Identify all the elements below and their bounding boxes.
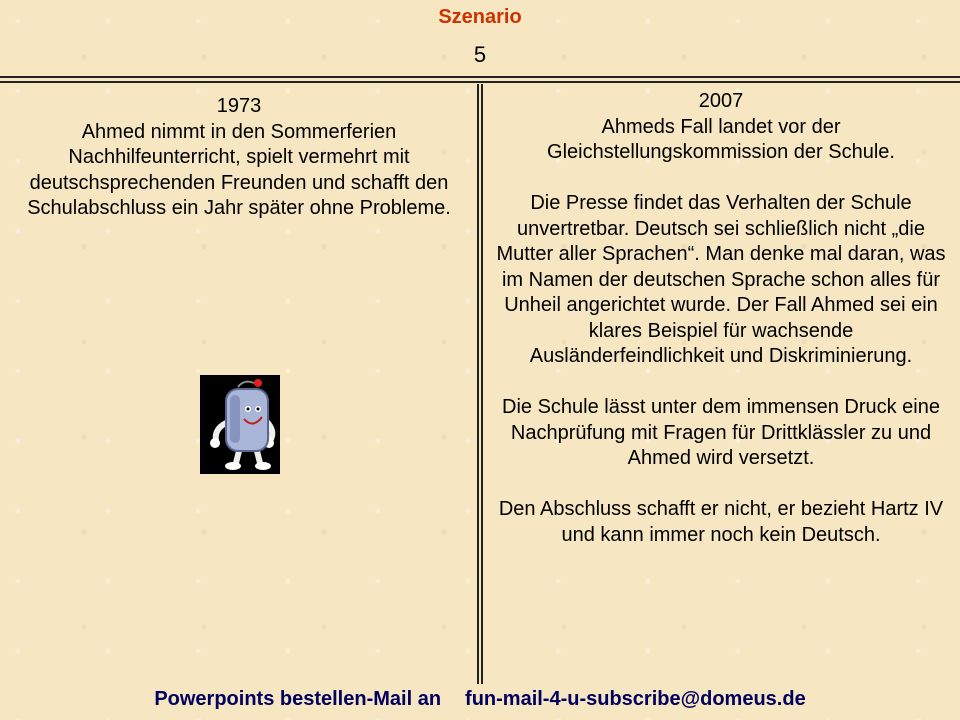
paragraph-gap xyxy=(490,472,952,498)
header-divider xyxy=(0,76,960,83)
right-column xyxy=(490,89,952,548)
slide-title: Szenario xyxy=(438,6,522,28)
left-column xyxy=(8,94,470,222)
footer-label: Powerpoints bestellen-Mail an xyxy=(154,688,442,710)
right-paragraph-3: Die Schule lässt unter dem immensen Druck eine Nachprüfung mit Fragen für Drittklässler zu und Ahmed wird versetzt. xyxy=(502,396,940,469)
right-paragraph-2: Die Presse findet das Verhalten der Schule unvertretbar. Deutsch sei schließlich nicht „die Mutter aller Sprachen“. Man denke mal daran, was im Namen der deutschen Sprache schon alles für Unheil angerichtet wurde. Der Fall Ahmed sei ein klares Beispiel für wachsende Ausländerfeindlichkeit und Diskriminierung. xyxy=(496,192,946,367)
page-number: 5 xyxy=(473,42,487,67)
right-paragraph-1: Ahmeds Fall landet vor der Gleichstellungskommission der Schule. xyxy=(547,115,895,163)
paragraph-gap xyxy=(490,370,952,396)
column-divider xyxy=(477,84,483,684)
left-year: 1973 xyxy=(216,95,262,117)
footer xyxy=(0,688,960,711)
right-year: 2007 xyxy=(698,90,744,112)
footer-email-link[interactable]: fun-mail-4-u-subscribe@domeus.de xyxy=(465,688,806,710)
right-paragraph-4: Den Abschluss schafft er nicht, er bezieht Hartz IV und kann immer noch kein Deutsch. xyxy=(498,498,944,546)
paragraph-gap xyxy=(490,166,952,192)
left-text: Ahmed nimmt in den Sommerferien Nachhilfeunterricht, spielt vermehrt mit deutschsprechenden Freunden und schafft den Schulabschluss ein Jahr später ohne Probleme. xyxy=(27,120,451,219)
walking-backpack-cartoon-icon xyxy=(200,375,280,474)
